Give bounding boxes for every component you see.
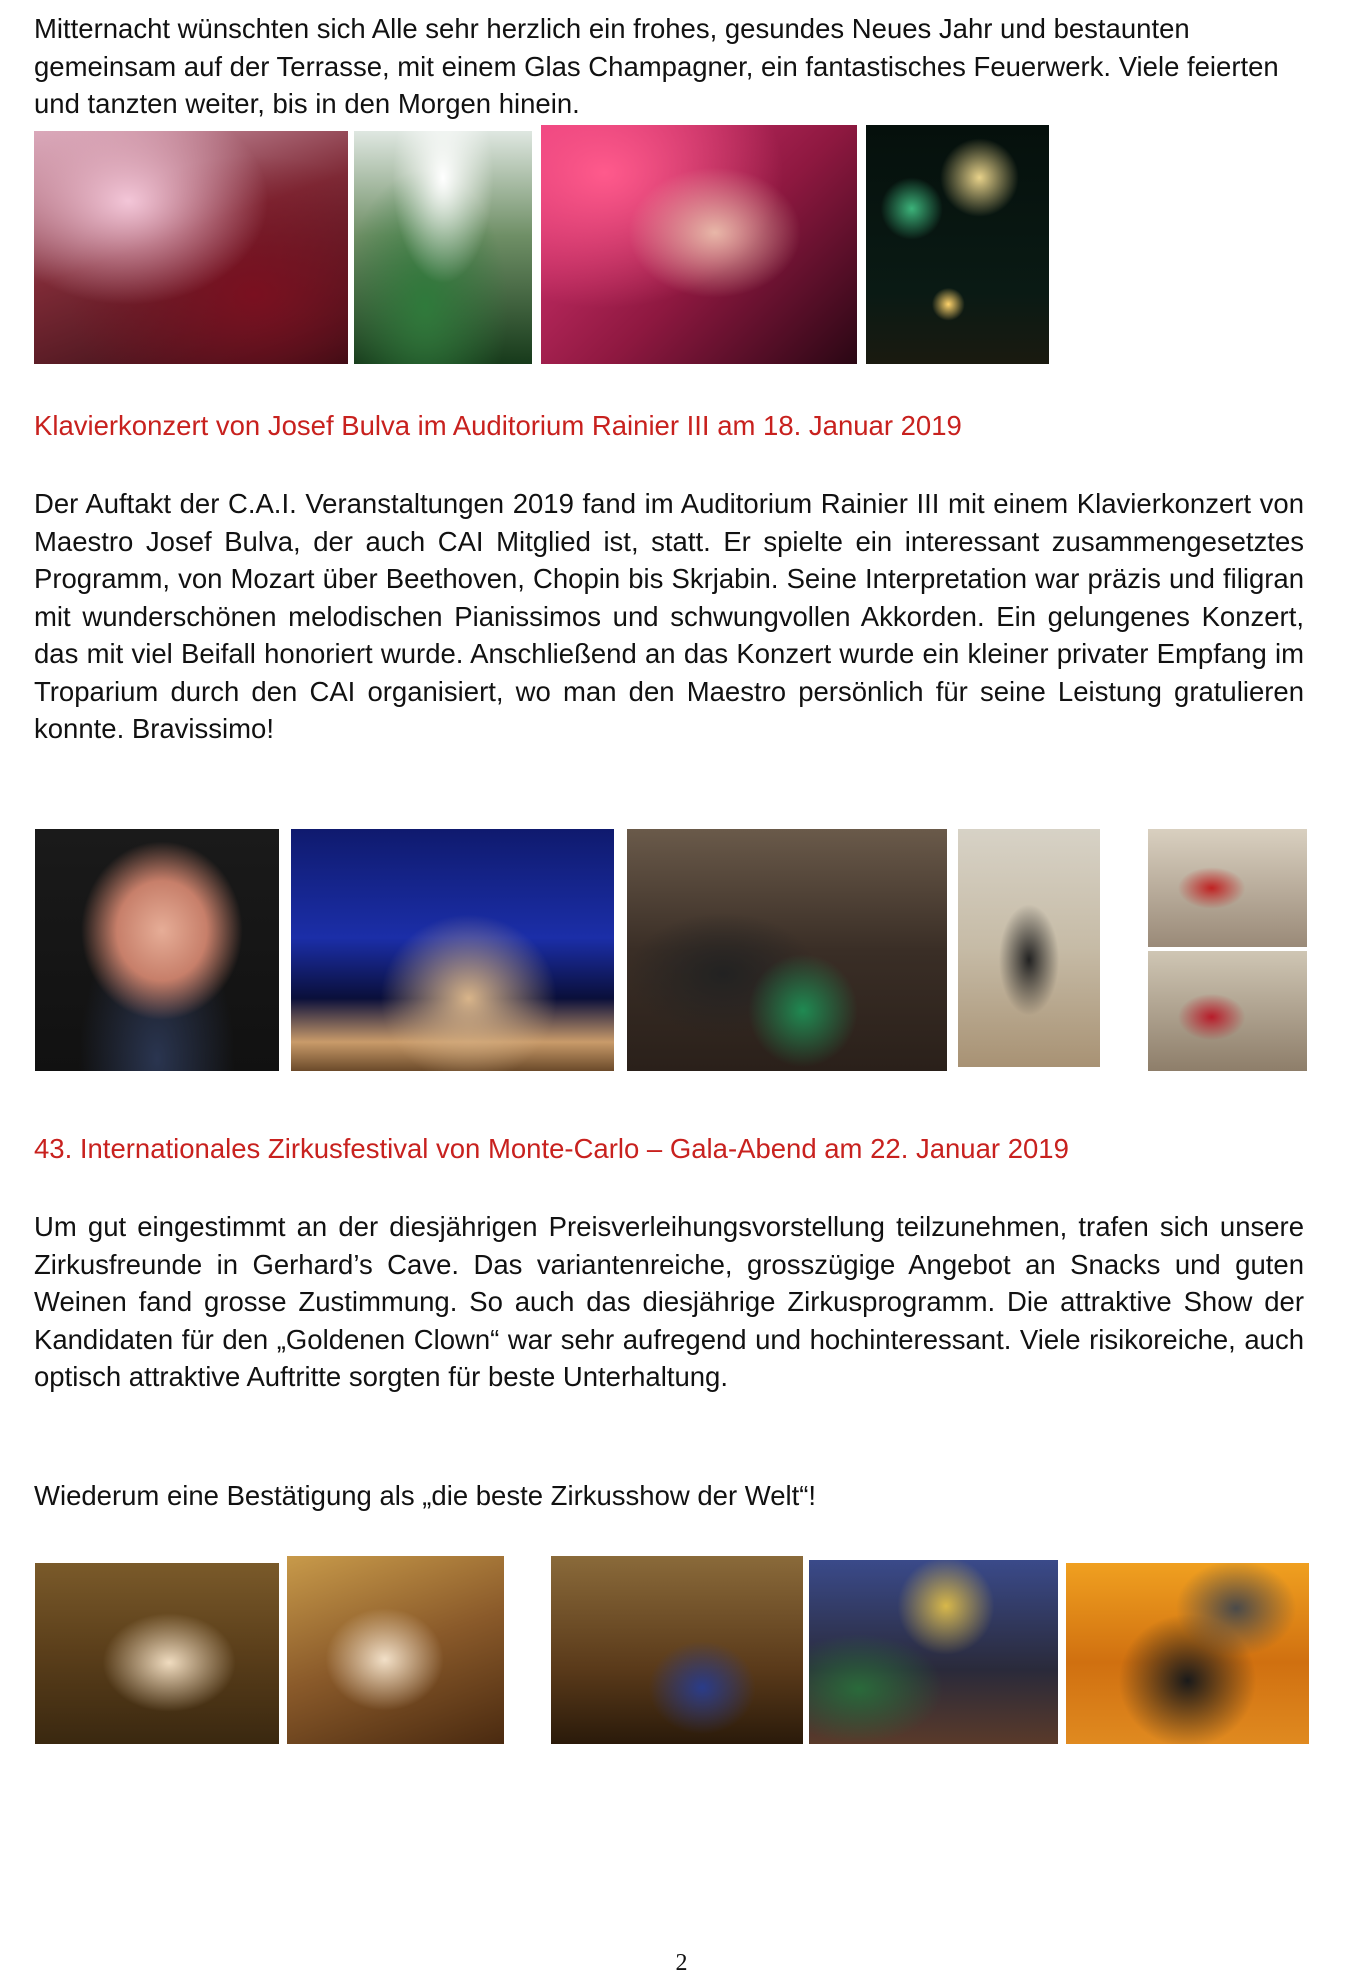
circus-paragraph: Um gut eingestimmt an der diesjährigen Preisverleihungsvorstellung teilzunehmen, trafen sich unsere Zirkusfreunde in Gerhard’s Cave. Das variantenreiche, grosszügige Angebot an Snacks und guten Weinen fand grosse Zustimmung. So auch das diesjährige Zirkusprogramm. Die attraktive Show der Kandidaten für den „Goldenen Clown“ war sehr aufregend und hochinteressant. Viele risikoreiche, auch optisch attraktive Auftritte sorgten für beste Unterhaltung. bbox=[34, 1211, 1304, 1392]
photo-cave-guests-1 bbox=[35, 1563, 279, 1744]
photo-josef-bulva-portrait bbox=[35, 829, 279, 1071]
intro-paragraph: Mitternacht wünschten sich Alle sehr herzlich ein frohes, gesundes Neues Jahr und bestaunten gemeinsam auf der Terrasse, mit einem Glas Champagner, ein fantastisches Feuerwerk. Viele feierten und tanzten weiter, bis in den Morgen hinein. bbox=[34, 13, 1279, 119]
photo-concert-stage bbox=[291, 829, 614, 1071]
photo-couple bbox=[541, 125, 857, 364]
photo-cave-table bbox=[551, 1556, 803, 1744]
photo-gala-dinner bbox=[34, 131, 348, 364]
concert-paragraph: Der Auftakt der C.A.I. Veranstaltungen 2019 fand im Auditorium Rainier III mit einem Klavierkonzert von Maestro Josef Bulva, der auch CAI Mitglied ist, statt. Er spielte ein interessant zusammengesetztes Programm, von Mozart über Beethoven, Chopin bis Skrjabin. Seine Interpretation war präzis und filigran mit wunderschönen melodischen Pianissimos und schwungvollen Akkorden. Ein gelungenes Konzert, das mit viel Beifall honoriert wurde. Anschließend an das Konzert wurde ein kleiner privater Empfang im Troparium durch den CAI organisiert, wo man den Maestro persönlich für seine Leistung gratulieren konnte. Bravissimo! bbox=[34, 488, 1304, 744]
photo-fireworks bbox=[866, 125, 1049, 364]
photo-reception-guests-1 bbox=[1148, 829, 1307, 947]
photo-festive-hall bbox=[354, 131, 532, 364]
page-number: 2 bbox=[675, 1950, 688, 1976]
photo-circus-entrance bbox=[809, 1560, 1058, 1744]
photo-circus-group bbox=[1066, 1563, 1309, 1744]
photo-cave-guests-2 bbox=[287, 1556, 504, 1744]
photo-lobby-pair bbox=[958, 829, 1100, 1067]
heading-circus-festival: 43. Internationales Zirkusfestival von Monte-Carlo – Gala-Abend am 22. Januar 2019 bbox=[34, 1133, 1069, 1164]
photo-reception-guests-2 bbox=[1148, 951, 1307, 1071]
circus-closing-line: Wiederum eine Bestätigung als „die beste Zirkusshow der Welt“! bbox=[34, 1480, 817, 1511]
heading-piano-concert: Klavierkonzert von Josef Bulva im Auditorium Rainier III am 18. Januar 2019 bbox=[34, 410, 962, 441]
photo-reception-group bbox=[627, 829, 947, 1071]
